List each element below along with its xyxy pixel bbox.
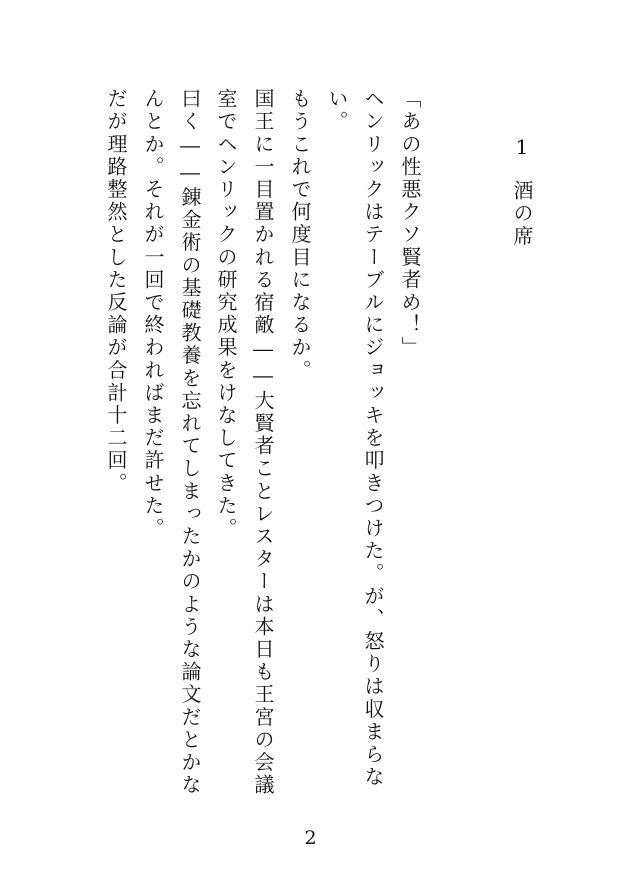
- text-line-1: 「あの性悪クソ賢者め！」: [398, 88, 422, 360]
- text-line-5: 国王に一目置かれる宿敵――大賢者ことレスターは本日も王宮の会議: [251, 88, 275, 797]
- page-number: 2: [304, 827, 317, 849]
- text-line-4: もうこれで何度目になるか。: [288, 88, 312, 382]
- text-line-9: だが理路整然とした反論が合計十二回。: [104, 88, 128, 495]
- text-line-7: 曰く――錬金術の基礎教養を忘れてしまったかのような論文だとかな: [178, 88, 202, 797]
- chapter-title: 酒の席: [510, 180, 534, 248]
- text-line-3: い。: [325, 88, 349, 134]
- text-line-2: ヘンリックはテーブルにジョッキを叩きつけた。が、怒りは収まらな: [361, 88, 385, 789]
- text-line-6: 室でヘンリックの研究成果をけなしてきた。: [214, 88, 238, 540]
- chapter-number: 1: [510, 135, 534, 162]
- text-line-8: んとか。それが一回で終わればまだ許せた。: [141, 88, 165, 540]
